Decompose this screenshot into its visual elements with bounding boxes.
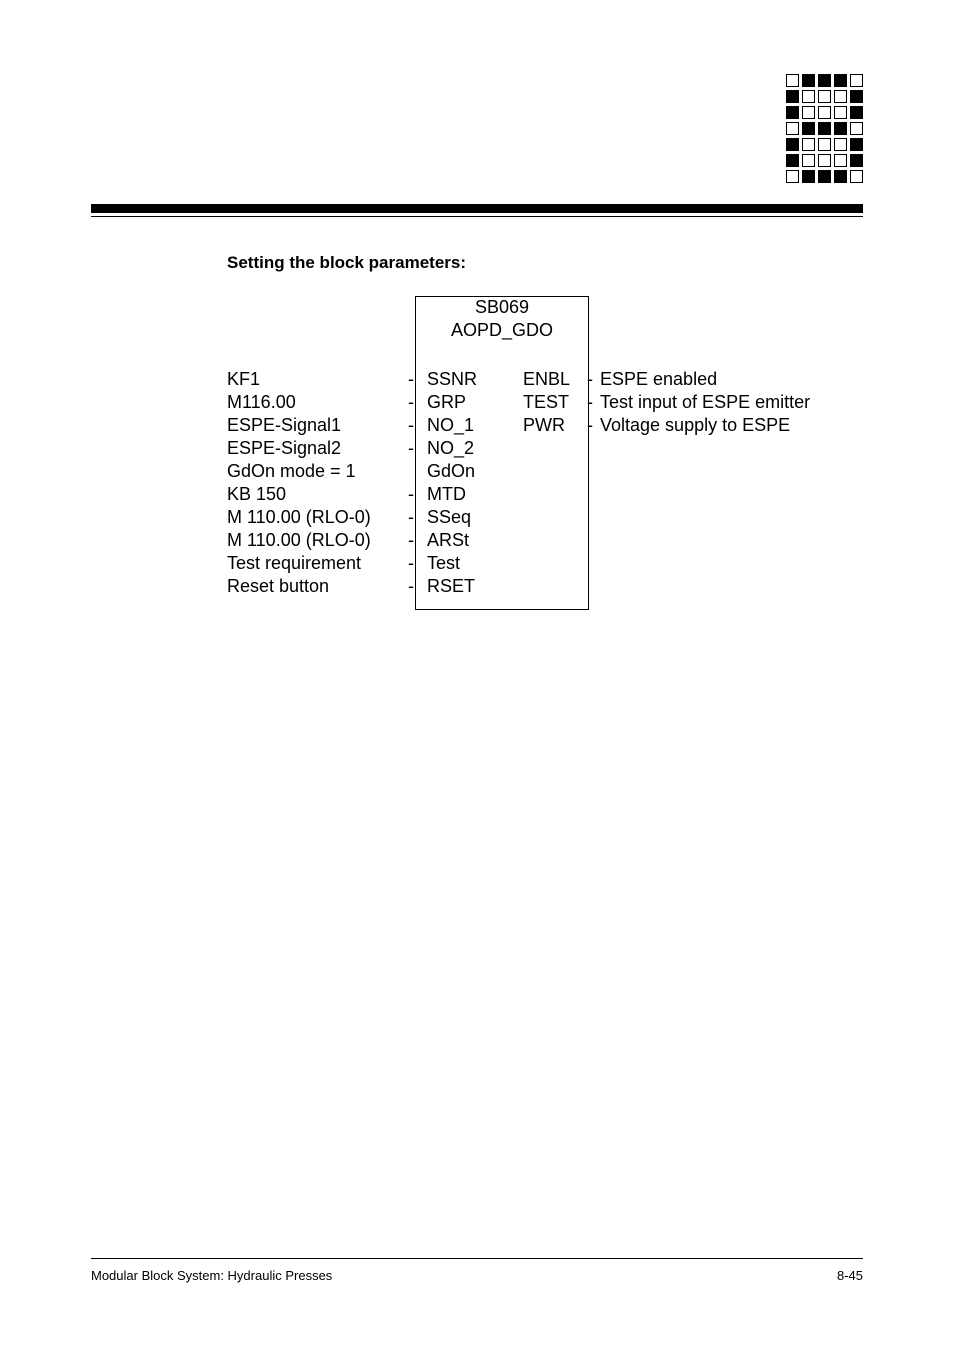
- input-pin-label: RSET: [427, 576, 476, 596]
- logo-cell: [802, 154, 815, 167]
- input-pin-label: ARSt: [427, 530, 470, 550]
- logo-cell: [834, 138, 847, 151]
- logo-cell: [850, 74, 863, 87]
- input-connector: -: [408, 553, 414, 573]
- logo-cell: [850, 154, 863, 167]
- input-pin-label: NO_1: [427, 415, 475, 435]
- logo-cell: [818, 170, 831, 183]
- output-connector: -: [587, 392, 593, 412]
- output-signal-label: ESPE enabled: [600, 369, 718, 389]
- corner-logo: [786, 74, 864, 184]
- logo-cell: [818, 138, 831, 151]
- logo-cell: [786, 74, 799, 87]
- input-signal-label: ESPE-Signal2: [227, 438, 342, 458]
- logo-cell: [802, 74, 815, 87]
- logo-cell: [786, 122, 799, 135]
- logo-cell: [786, 154, 799, 167]
- logo-cell: [802, 122, 815, 135]
- input-signal-label: M 110.00 (RLO-0): [227, 530, 371, 550]
- logo-cell: [834, 90, 847, 103]
- logo-cell: [850, 122, 863, 135]
- input-pin-label: GRP: [427, 392, 467, 412]
- output-pin-label: ENBL: [523, 369, 571, 389]
- logo-cell: [786, 106, 799, 119]
- logo-cell: [802, 170, 815, 183]
- logo-cell: [850, 106, 863, 119]
- logo-cell: [786, 170, 799, 183]
- output-signal-label: Test input of ESPE emitter: [600, 392, 811, 412]
- logo-cell: [834, 122, 847, 135]
- logo-cell: [834, 74, 847, 87]
- logo-cell: [786, 138, 799, 151]
- block-name: AOPD_GDO: [450, 320, 554, 340]
- input-pin-label: SSeq: [427, 507, 472, 527]
- logo-cell: [834, 170, 847, 183]
- input-connector: -: [408, 576, 414, 596]
- logo-cell: [786, 90, 799, 103]
- logo-cell: [802, 106, 815, 119]
- footer-rule: [91, 1258, 863, 1259]
- logo-cell: [818, 74, 831, 87]
- input-connector: -: [408, 392, 414, 412]
- logo-cell: [818, 106, 831, 119]
- output-pin-label: TEST: [523, 392, 570, 412]
- input-connector: -: [408, 484, 414, 504]
- input-pin-label: NO_2: [427, 438, 475, 458]
- input-signal-label: GdOn mode = 1: [227, 461, 356, 481]
- input-connector: -: [408, 415, 414, 435]
- input-signal-label: M 110.00 (RLO-0): [227, 507, 371, 527]
- input-pin-label: MTD: [427, 484, 466, 504]
- output-connector: -: [587, 369, 593, 389]
- logo-cell: [850, 138, 863, 151]
- header-rule-thin: [91, 216, 863, 217]
- input-connector: -: [408, 507, 414, 527]
- input-signal-label: ESPE-Signal1: [227, 415, 342, 435]
- input-connector: -: [408, 369, 414, 389]
- logo-cell: [850, 90, 863, 103]
- footer-title: Modular Block System: Hydraulic Presses: [91, 1268, 333, 1283]
- input-signal-label: M116.00: [227, 392, 296, 412]
- input-pin-label: Test: [427, 553, 461, 573]
- logo-cell: [818, 90, 831, 103]
- block-id: SB069: [474, 297, 530, 317]
- input-signal-label: Test requirement: [227, 553, 362, 573]
- logo-cell: [834, 154, 847, 167]
- logo-cell: [802, 90, 815, 103]
- header-rule-thick: [91, 204, 863, 213]
- section-heading: Setting the block parameters:: [227, 253, 467, 272]
- input-signal-label: Reset button: [227, 576, 330, 596]
- logo-cell: [802, 138, 815, 151]
- input-signal-label: KB 150: [227, 484, 287, 504]
- output-connector: -: [587, 415, 593, 435]
- logo-cell: [834, 106, 847, 119]
- footer-page-number: 8-45: [836, 1268, 863, 1283]
- output-pin-label: PWR: [523, 415, 565, 435]
- input-signal-label: KF1: [227, 369, 261, 389]
- input-pin-label: SSNR: [427, 369, 478, 389]
- input-connector: -: [408, 530, 414, 550]
- output-signal-label: Voltage supply to ESPE: [600, 415, 791, 435]
- logo-cell: [818, 154, 831, 167]
- logo-cell: [818, 122, 831, 135]
- input-connector: -: [408, 438, 414, 458]
- logo-cell: [850, 170, 863, 183]
- input-pin-label: GdOn: [427, 461, 476, 481]
